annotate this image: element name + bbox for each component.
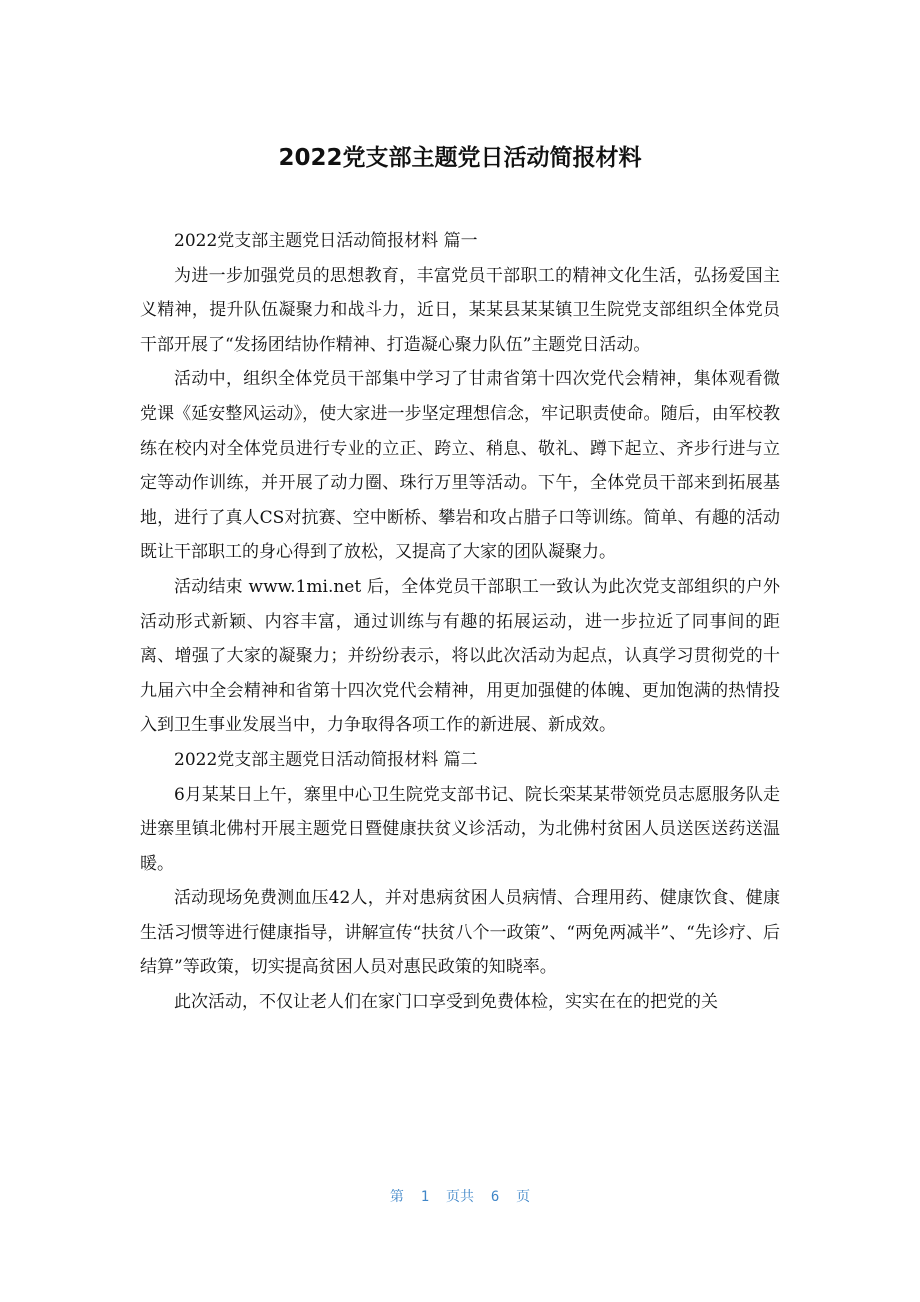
paragraph: 活动中，组织全体党员干部集中学习了甘肃省第十四次党代会精神，集体观看微党课《延安整风运动》，使大家进一步坚定理想信念，牢记职责使命。随后，由军校教练在校内对全体党员进行专业的立正、跨立、稍息、敬礼、蹲下起立、齐步行进与立定等动作训练，并开展了动力圈、珠行万里等活动。下午，全体党员干部来到拓展基地，进行了真人CS对抗赛、空中断桥、攀岩和攻占腊子口等训练。简单、有趣的活动既让干部职工的身心得到了放松，又提高了大家的团队凝聚力。 [140, 369, 780, 563]
paragraph: 6月某某日上午，寨里中心卫生院党支部书记、院长栾某某带领党员志愿服务队走进寨里镇北佛村开展主题党日暨健康扶贫义诊活动，为北佛村贫困人员送医送药送温暖。 [140, 784, 780, 874]
paragraph: 为进一步加强党员的思想教育，丰富党员干部职工的精神文化生活，弘扬爱国主义精神，提升队伍凝聚力和战斗力，近日，某某县某某镇卫生院党支部组织全体党员干部开展了“发扬团结协作精神、打造凝心聚力队伍”主题党日活动。 [140, 265, 780, 355]
section-heading-1: 2022党支部主题党日活动简报材料 篇一 [174, 231, 478, 251]
document-title: 2022党支部主题党日活动简报材料 [278, 145, 642, 171]
page-number-footer: 第 1 页共 6 页 [389, 1189, 531, 1205]
paragraph: 此次活动，不仅让老人们在家门口享受到免费体检，实实在在的把党的关 [174, 992, 718, 1013]
section-heading-2: 2022党支部主题党日活动简报材料 篇二 [174, 749, 478, 770]
document-body [140, 224, 780, 1020]
paragraph: 活动结束 www.1mi.net 后，全体党员干部职工一致认为此次党支部组织的户外活动形式新颖、内容丰富，通过训练与有趣的拓展运动，进一步拉近了同事间的距离、增强了大家的凝聚力；并纷纷表示，将以此次活动为起点，认真学习贯彻党的十九届六中全会精神和省第十四次党代会精神，用更加强健的体魄、更加饱满的热情投入到卫生事业发展当中，力争取得各项工作的新进展、新成效。 [140, 576, 780, 736]
paragraph: 活动现场免费测血压42人，并对患病贫困人员病情、合理用药、健康饮食、健康生活习惯等进行健康指导，讲解宣传“扶贫八个一政策”、“两免两减半”、“先诊疗、后结算”等政策，切实提高贫困人员对惠民政策的知晓率。 [140, 888, 780, 978]
